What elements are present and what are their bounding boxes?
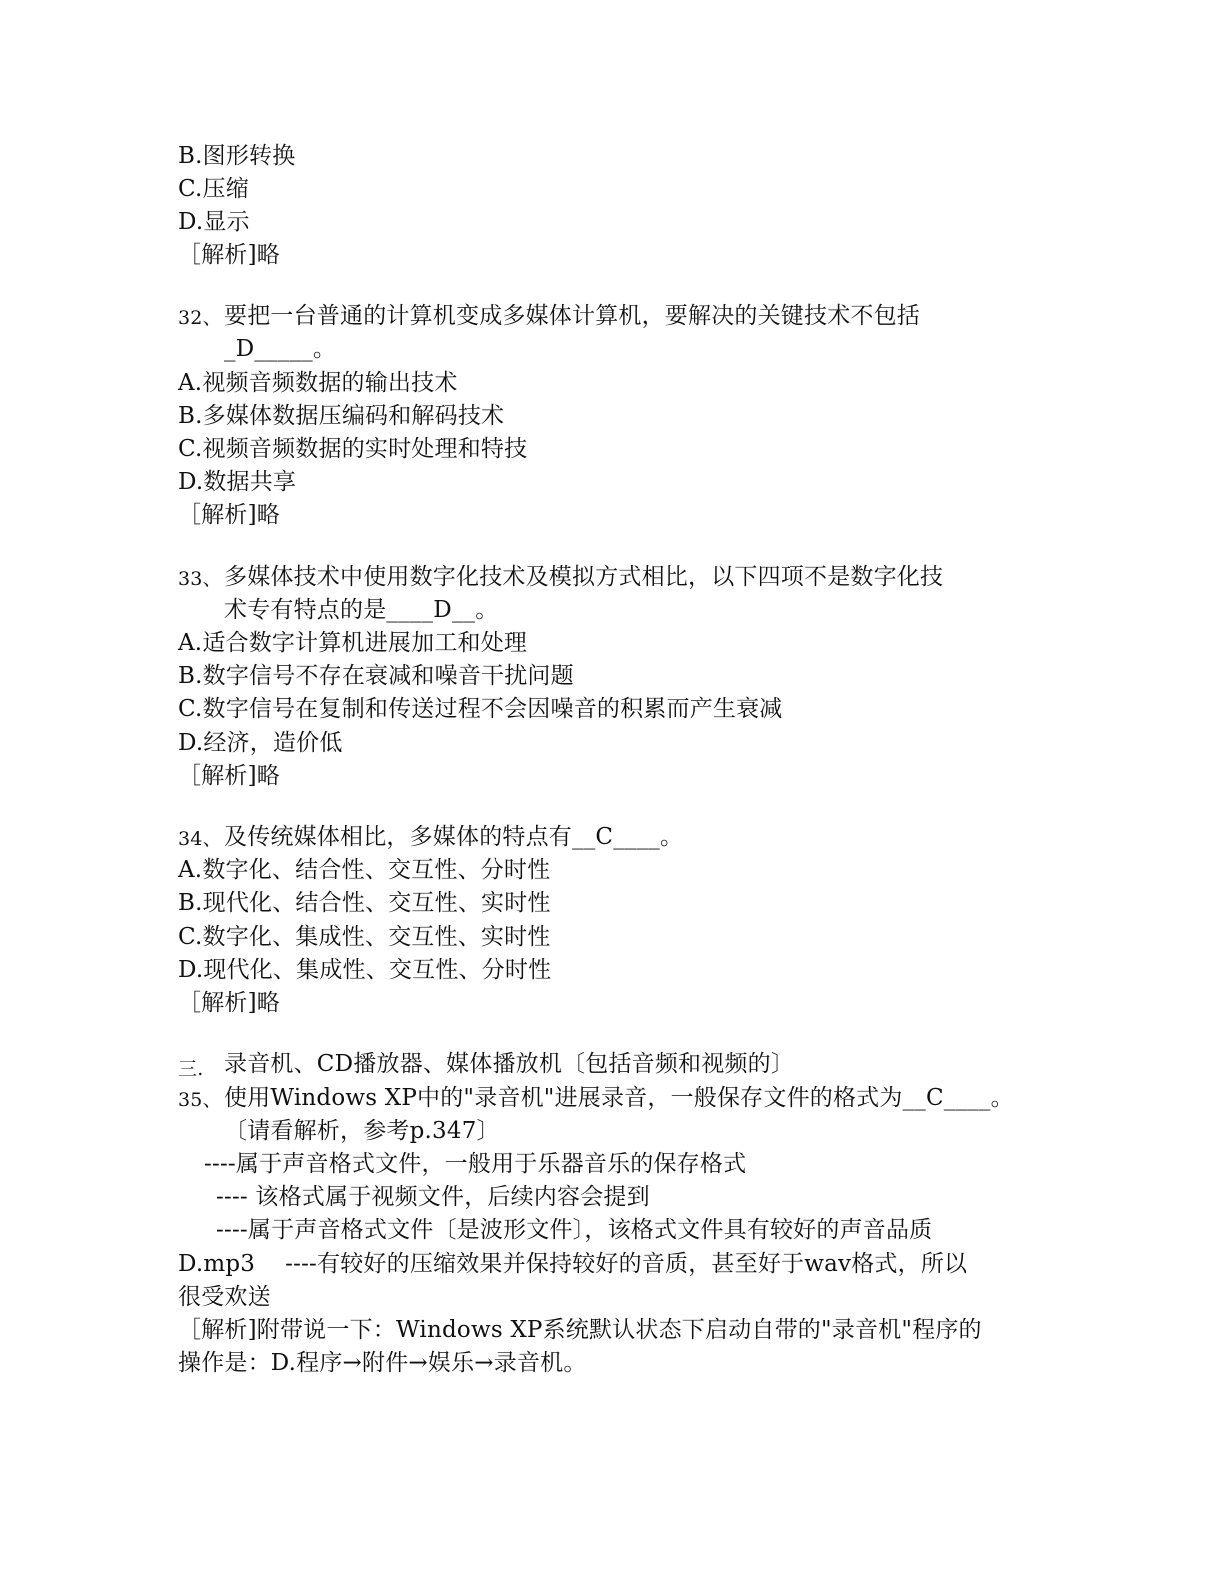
q32-analysis: ［解析]略 bbox=[178, 502, 280, 528]
q32-option-d: D.数据共享 bbox=[178, 469, 297, 495]
q33-stem-line2: 术专有特点的是____D__。 bbox=[224, 597, 499, 623]
q32-stem-line2: _D_____。 bbox=[224, 336, 337, 362]
q35-option-d-line2: 很受欢送 bbox=[178, 1284, 271, 1310]
q31-option-c: C.压缩 bbox=[178, 176, 249, 202]
q33-option-a: A.适合数字计算机进展加工和处理 bbox=[178, 630, 528, 656]
section-number: 三. bbox=[178, 1058, 204, 1080]
q35-option-a: ----属于声音格式文件，一般用于乐器音乐的保存格式 bbox=[204, 1151, 747, 1177]
q35-option-b: ---- 该格式属于视频文件，后续内容会提到 bbox=[216, 1184, 650, 1210]
q32-number: 32、 bbox=[178, 307, 222, 329]
q34-number: 34、 bbox=[178, 828, 222, 850]
q35-option-d-line1: D.mp3 ----有较好的压缩效果并保持较好的音质，甚至好于wav格式，所以 bbox=[178, 1251, 968, 1277]
section-title: 录音机、CD播放器、媒体播放机〔包括音频和视频的〕 bbox=[224, 1051, 795, 1077]
q35-analysis-line2: 操作是：D.程序→附件→娱乐→录音机。 bbox=[178, 1350, 587, 1376]
q32-option-a: A.视频音频数据的输出技术 bbox=[178, 370, 458, 396]
q34-option-c: C.数字化、集成性、交互性、实时性 bbox=[178, 924, 551, 950]
q31-analysis: ［解析]略 bbox=[178, 242, 280, 268]
q34-option-b: B.现代化、结合性、交互性、实时性 bbox=[178, 890, 551, 916]
q34-stem: 及传统媒体相比，多媒体的特点有__C____。 bbox=[224, 824, 684, 850]
q33-analysis: ［解析]略 bbox=[178, 763, 280, 789]
q34-option-d: D.现代化、集成性、交互性、分时性 bbox=[178, 957, 552, 983]
q33-number: 33、 bbox=[178, 568, 222, 590]
q35-stem-line2: 〔请看解析，参考p.347〕 bbox=[224, 1118, 500, 1144]
q35-number: 35、 bbox=[178, 1089, 222, 1111]
q31-option-b: B.图形转换 bbox=[178, 143, 296, 169]
q35-option-c: ----属于声音格式文件〔是波形文件〕，该格式文件具有较好的声音品质 bbox=[216, 1217, 933, 1243]
q33-stem-line1: 多媒体技术中使用数字化技术及模拟方式相比，以下四项不是数字化技 bbox=[224, 564, 944, 590]
q32-option-b: B.多媒体数据压编码和解码技术 bbox=[178, 403, 505, 429]
q31-option-d: D.显示 bbox=[178, 209, 250, 235]
q34-option-a: A.数字化、结合性、交互性、分时性 bbox=[178, 857, 551, 883]
q33-option-b: B.数字信号不存在衰减和噪音干扰问题 bbox=[178, 663, 574, 689]
q35-stem-line1: 使用Windows XP中的"录音机"进展录音，一般保存文件的格式为__C____。 bbox=[224, 1085, 1014, 1111]
q32-option-c: C.视频音频数据的实时处理和特技 bbox=[178, 436, 528, 462]
q33-option-d: D.经济，造价低 bbox=[178, 730, 343, 756]
q35-analysis-line1: ［解析]附带说一下：Windows XP系统默认状态下启动自带的"录音机"程序的 bbox=[178, 1317, 982, 1343]
q32-stem-line1: 要把一台普通的计算机变成多媒体计算机，要解决的关键技术不包括 bbox=[224, 303, 920, 329]
q34-analysis: ［解析]略 bbox=[178, 990, 280, 1016]
q33-option-c: C.数字信号在复制和传送过程不会因噪音的积累而产生衰减 bbox=[178, 696, 783, 722]
